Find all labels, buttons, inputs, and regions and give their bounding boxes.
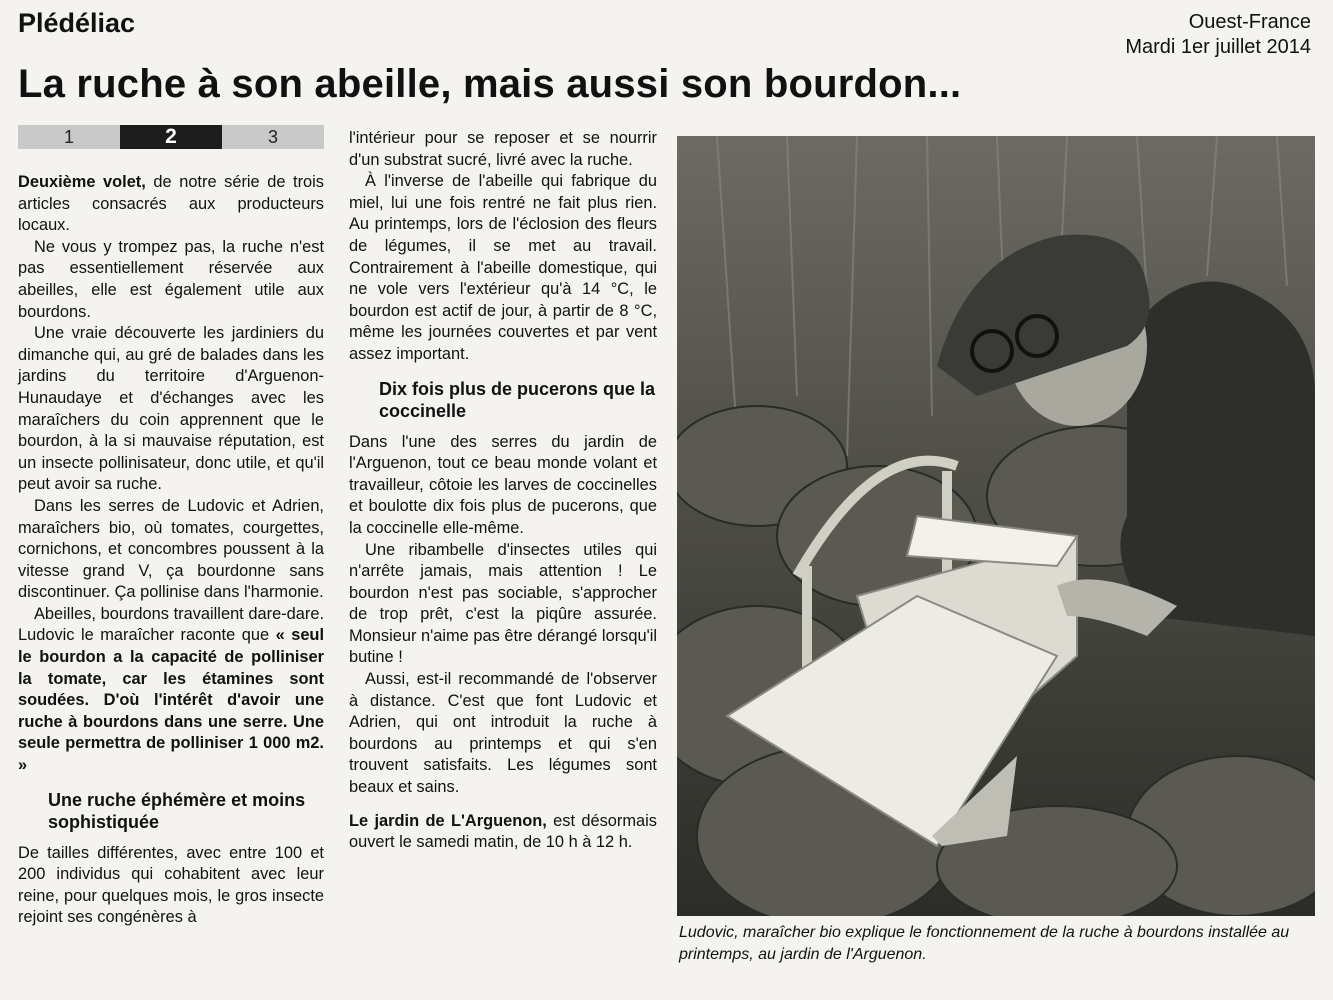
quote-text: « seul le bourdon a la capacité de polliniser la tomate, car les étamines sont soudées. D'où l'intérêt d'avoir une ruche à bourdons dans une serre. Une seule permettra de polliniser 1 000 m2. » xyxy=(18,626,324,775)
info-bold: Le jardin de L'Arguenon, xyxy=(349,811,547,830)
paragraph: À l'inverse de l'abeille qui fabrique du miel, lui une fois rentré ne fait plus rien. Au printemps, lors de l'éclosion des fleurs de légumes, il se met au travail. Contrairement à l'abeille domestique, qui ne vole vers l'extérieur qu'à 14 °C, le bourdon est actif de jour, à partir de 8 °C, même les journées couvertes et par vent assez important. xyxy=(349,172,657,363)
newspaper-name: Ouest-France xyxy=(1188,11,1311,33)
paragraph: Ne vous y trompez pas, la ruche n'est pas essentiellement réservée aux abeilles, elle est également utile aux bourdons. xyxy=(18,237,324,321)
paragraph: l'intérieur pour se reposer et se nourrir d'un substrat sucré, livré avec la ruche. xyxy=(349,129,657,169)
series-part-1: 1 xyxy=(18,125,120,149)
paragraph: Dans les serres de Ludovic et Adrien, maraîchers bio, où tomates, courgettes, cornichons, et concombres poussent à la vitesse grand V, ça bourdonne sans discontinuer. Ça pollinise dans l'harmonie. xyxy=(18,496,324,602)
publication-date: Mardi 1er juillet 2014 xyxy=(1125,36,1311,58)
subheading: Une ruche éphémère et moins sophistiquée xyxy=(48,789,306,832)
subheading: Dix fois plus de pucerons que la coccinelle xyxy=(379,378,656,421)
series-part-2-active: 2 xyxy=(120,125,222,149)
photo-caption: Ludovic, maraîcher bio explique le fonctionnement de la ruche à bourdons installée au printemps, au jardin de l'Arguenon. xyxy=(679,924,1290,963)
series-indicator xyxy=(18,125,324,149)
article-headline: La ruche à son abeille, mais aussi son bourdon... xyxy=(18,62,962,106)
article-column-1 xyxy=(18,172,324,929)
article-column-2 xyxy=(349,128,657,854)
paragraph: Dans l'une des serres du jardin de l'Arguenon, tout ce beau monde volant et travailleur, côtoie les larves de coccinelles et boulotte dix fois plus de pucerons, que la coccinelle elle-même. xyxy=(349,432,657,537)
quote-paragraph xyxy=(18,604,324,777)
quote-intro: Abeilles, bourdons travaillent dare-dare. Ludovic le maraîcher raconte que xyxy=(18,604,324,645)
paragraph: De tailles différentes, avec entre 100 et 200 individus qui cohabitent avec leur reine, pour quelques mois, le gros insecte rejoint ses congénères à xyxy=(18,843,324,927)
photo-illustration xyxy=(677,136,1315,916)
article-photo xyxy=(677,136,1315,916)
lead-paragraph xyxy=(18,172,324,237)
info-paragraph xyxy=(349,811,657,854)
lead-text: de notre série de trois articles consacrés aux producteurs locaux. xyxy=(18,173,324,235)
lead-bold: Deuxième volet, xyxy=(18,173,146,191)
masthead xyxy=(1125,10,1311,60)
series-part-3: 3 xyxy=(222,125,324,149)
locality-label: Plédéliac xyxy=(18,8,136,38)
paragraph: Une vraie découverte les jardiniers du dimanche qui, au gré de balades dans les jardins du territoire d'Arguenon-Hunaudaye et d'échanges avec les maraîchers du coin apprennent que le bourdon, à la si mauvaise réputation, est un insecte pollinisateur, donc utile, et qu'il peut avoir sa ruche. xyxy=(18,324,324,494)
paragraph: Aussi, est-il recommandé de l'observer à distance. C'est que font Ludovic et Adrien, qui ont introduit la ruche à bourdons au printemps et qui s'en trouvent satisfaits. Les légumes sont beaux et sains. xyxy=(349,670,657,797)
paragraph: Une ribambelle d'insectes utiles qui n'arrête jamais, mais attention ! Le bourdon n'est pas sociable, s'approcher de trop prêt, c'est la piqûre assurée. Monsieur n'aime pas être dérangé lorsqu'il butine ! xyxy=(349,540,657,667)
info-text: est désormais ouvert le samedi matin, de 10 h à 12 h. xyxy=(349,811,657,852)
